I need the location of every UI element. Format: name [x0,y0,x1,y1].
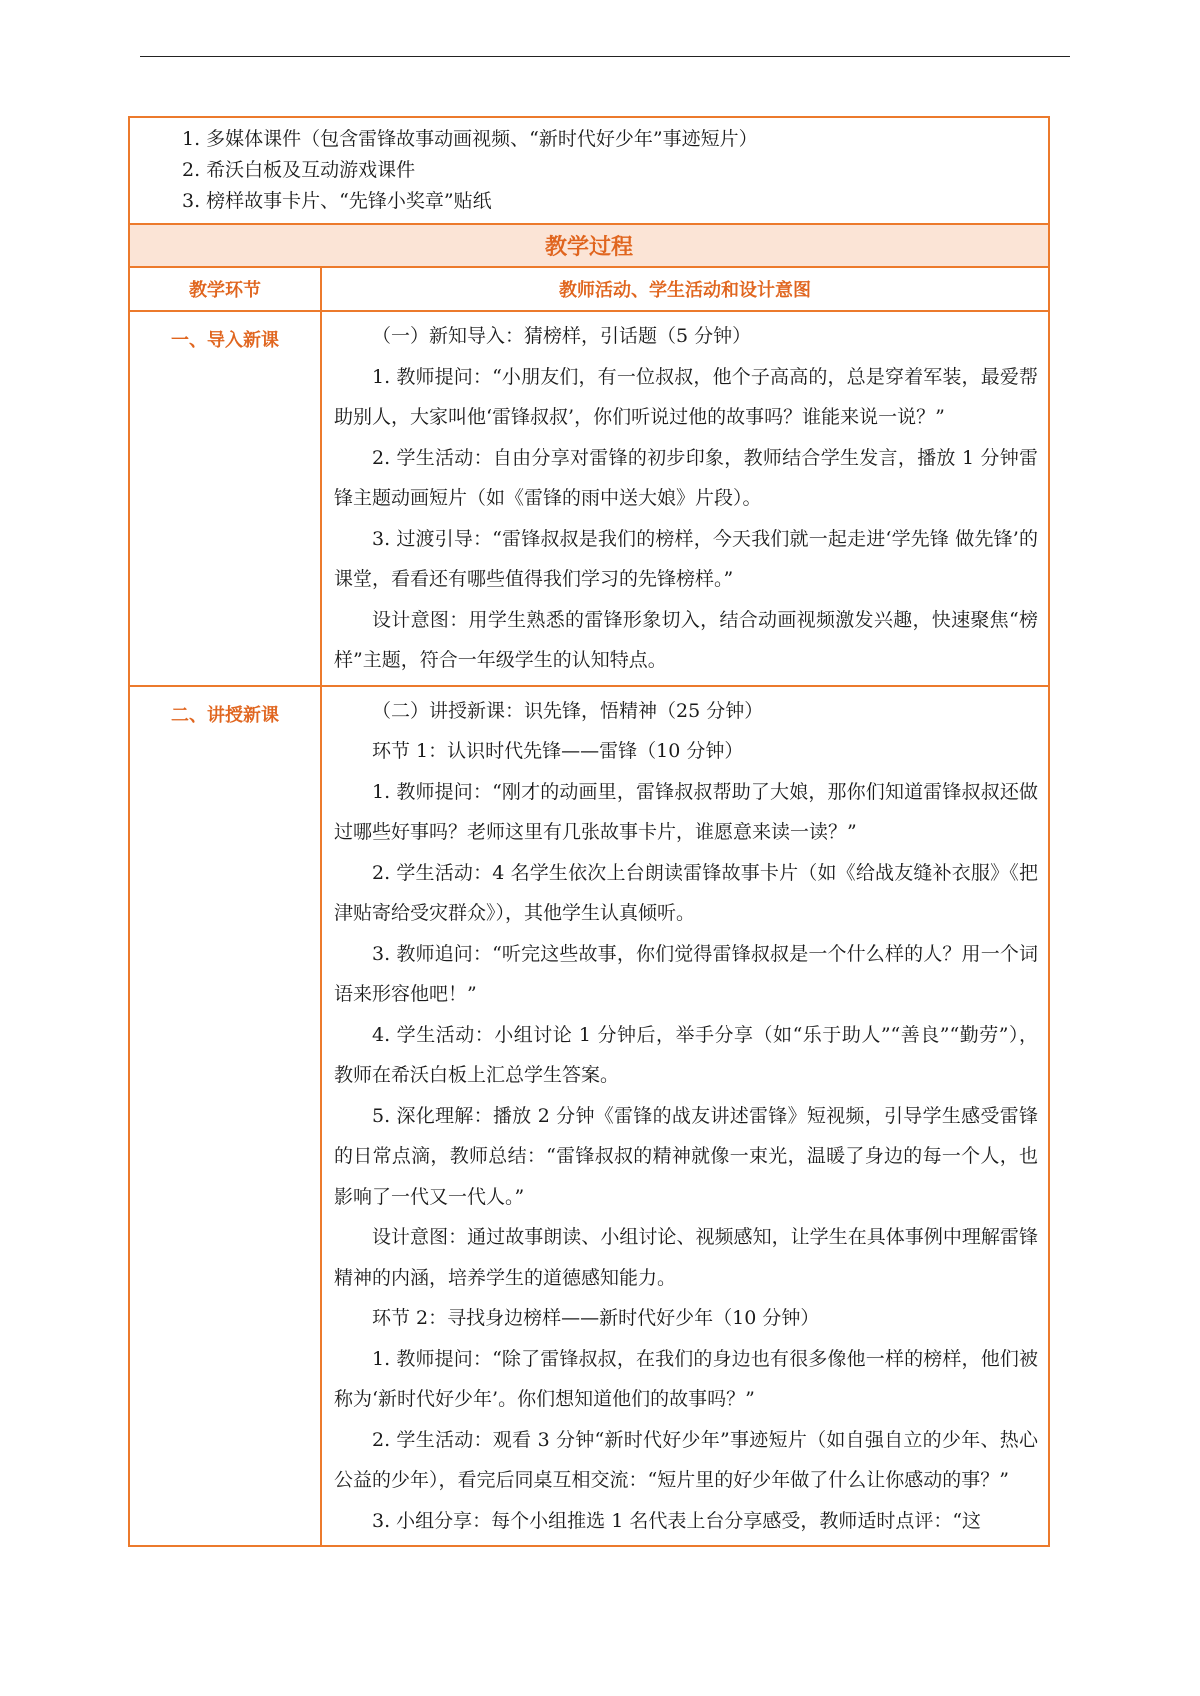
content-paragraph: 3. 教师追问：“听完这些故事，你们觉得雷锋叔叔是一个什么样的人？用一个词语来形容他吧！” [334,942,1038,1005]
stage-name: 一、导入新课 [171,330,279,351]
column-header-row [130,268,1048,312]
content-paragraph: 5. 深化理解：播放 2 分钟《雷锋的战友讲述雷锋》短视频，引导学生感受雷锋的日常点滴，教师总结：“雷锋叔叔的精神就像一束光，温暖了身边的每一个人，也影响了一代又一代人。” [334,1104,1038,1208]
content-paragraph: （一）新知导入：猜榜样，引话题（5 分钟） [372,325,752,347]
content-paragraph: 3. 过渡引导：“雷锋叔叔是我们的榜样，今天我们就一起走进‘学先锋 做先锋’的课堂，看看还有哪些值得我们学习的先锋榜样。” [334,527,1038,590]
content-paragraph: 3. 小组分享：每个小组推选 1 名代表上台分享感受，教师适时点评：“这 [372,1509,982,1532]
content-paragraph: 2. 学生活动：自由分享对雷锋的初步印象，教师结合学生发言，播放 1 分钟雷锋主题动画短片（如《雷锋的雨中送大娘》片段）。 [334,446,1038,509]
stage-column-header: 教学环节 [130,268,322,310]
content-paragraph: 设计意图：通过故事朗读、小组讨论、视频感知，让学生在具体事例中理解雷锋精神的内涵，培养学生的道德感知能力。 [334,1226,1038,1289]
header-rule [140,56,1070,57]
prep-materials-row [130,118,1048,225]
content-paragraph: 环节 1：认识时代先锋——雷锋（10 分钟） [372,740,744,762]
content-paragraph: 4. 学生活动：小组讨论 1 分钟后，举手分享（如“乐于助人”“善良”“勤劳”），教师在希沃白板上汇总学生答案。 [334,1023,1038,1086]
content-paragraph: 1. 教师提问：“除了雷锋叔叔，在我们的身边也有很多像他一样的榜样，他们被称为‘新时代好少年’。你们想知道他们的故事吗？” [334,1347,1038,1410]
prep-item: 2. 希沃白板及互动游戏课件 [182,159,416,181]
process-title: 教学过程 [130,225,1048,268]
lesson-plan-table [128,116,1050,1547]
activities-column-header: 教师活动、学生活动和设计意图 [559,280,811,301]
content-paragraph: 设计意图：用学生熟悉的雷锋形象切入，结合动画视频激发兴趣，快速聚焦“榜样”主题，符合一年级学生的认知特点。 [334,608,1038,671]
content-paragraph: 环节 2：寻找身边榜样——新时代好少年（10 分钟） [372,1307,820,1329]
content-paragraph: 1. 教师提问：“刚才的动画里，雷锋叔叔帮助了大娘，那你们知道雷锋叔叔还做过哪些好事吗？老师这里有几张故事卡片，谁愿意来读一读？” [334,780,1038,843]
content-paragraph: 2. 学生活动：观看 3 分钟“新时代好少年”事迹短片（如自强自立的少年、热心公益的少年），看完后同桌互相交流：“短片里的好少年做了什么让你感动的事？” [334,1428,1038,1491]
content-paragraph: 1. 教师提问：“小朋友们，有一位叔叔，他个子高高的，总是穿着军装，最爱帮助别人，大家叫他‘雷锋叔叔’，你们听说过他的故事吗？谁能来说一说？” [334,365,1038,428]
stage-content [322,687,1048,1546]
content-paragraph: 2. 学生活动：4 名学生依次上台朗读雷锋故事卡片（如《给战友缝补衣服》《把津贴寄给受灾群众》），其他学生认真倾听。 [334,861,1038,924]
stage-name: 二、讲授新课 [171,704,279,726]
prep-item: 1. 多媒体课件（包含雷锋故事动画视频、“新时代好少年”事迹短片） [182,128,758,150]
stage-content [322,312,1048,685]
stage-row-new-lesson [130,687,1048,1546]
stage-row-intro [130,312,1048,687]
prep-materials-list [130,118,758,223]
content-paragraph: （二）讲授新课：识先锋，悟精神（25 分钟） [372,699,764,722]
prep-item: 3. 榜样故事卡片、“先锋小奖章”贴纸 [182,190,492,212]
